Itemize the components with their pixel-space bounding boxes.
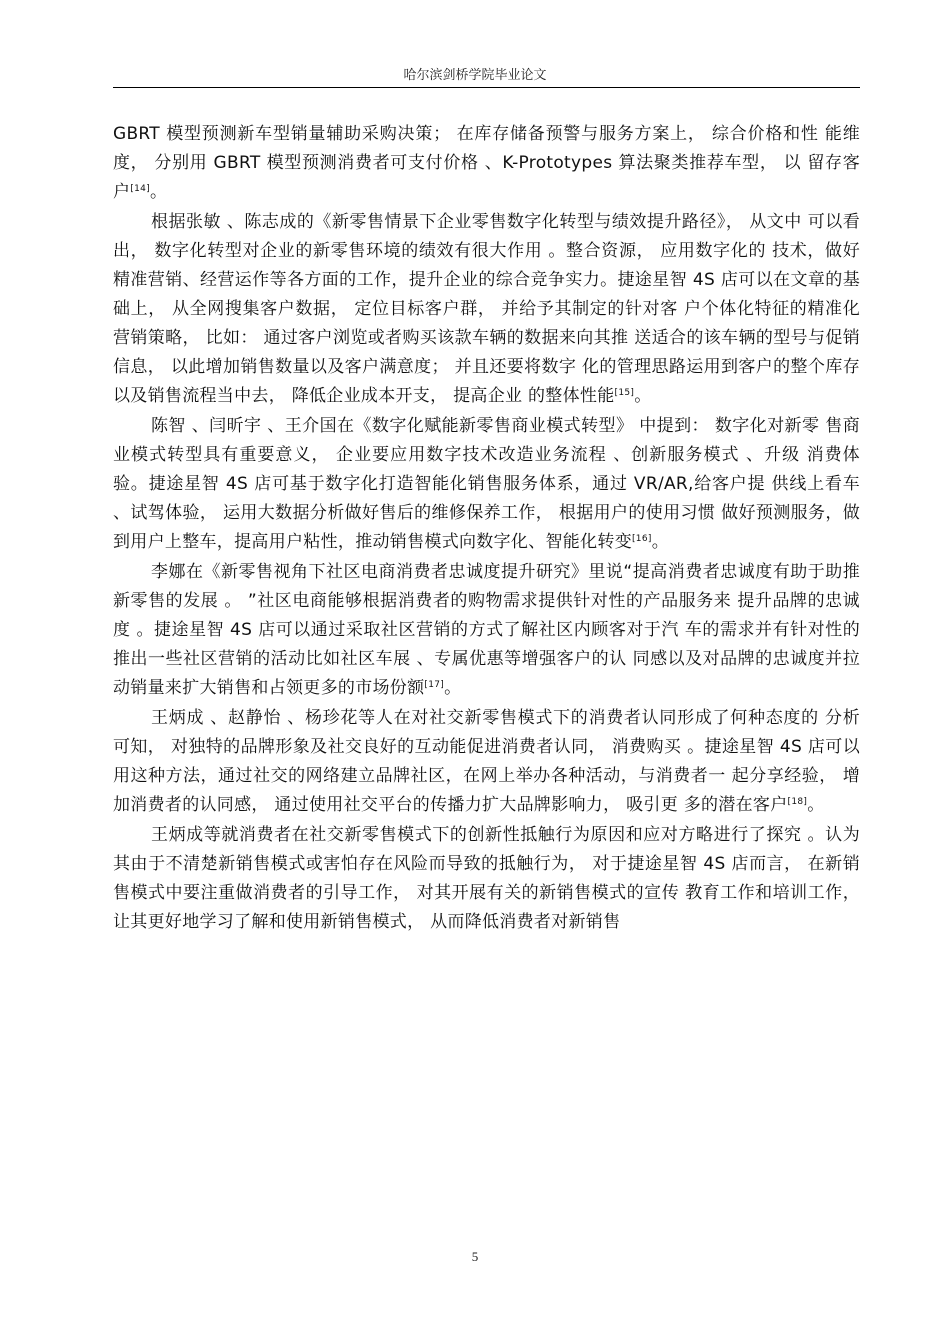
body-text bbox=[113, 120, 860, 938]
paragraph-4: 李娜在《新零售视角下社区电商消费者忠诚度提升研究》里说“提高消费者忠诚度有助于助推新零售的发展 。 ”社区电商能够根据消费者的购物需求提供针对性的产品服务来 提升品牌的忠诚度 。捷途星智 4S 店可以通过采取社区营销的方式了解社区内顾客对于汽 车的需求并有针对性的推出一些社区营销的活动比如社区车展 、专属优惠等增强客户的认 同感以及对品牌的忠诚度并拉动销量来扩大销售和占领更多的市场份额[17]。 bbox=[113, 562, 860, 698]
page-header-title: 哈尔滨剑桥学院毕业论文 bbox=[403, 68, 547, 83]
paragraph-5: 王炳成 、赵静怡 、杨珍花等人在对社交新零售模式下的消费者认同形成了何种态度的 分析可知， 对独特的品牌形象及社交良好的互动能促进消费者认同， 消费购买 。捷途星智 4S 店可以用这种方法，通过社交的网络建立品牌社区，在网上举办各种活动，与消费者一 起分享经验， 增加消费者的认同感， 通过使用社交平台的传播力扩大品牌影响力， 吸引更 多的潜在客户[18]。 bbox=[113, 708, 860, 815]
header-rule bbox=[113, 87, 860, 88]
citation-16: [16] bbox=[632, 534, 652, 544]
citation-17: [17] bbox=[424, 680, 445, 690]
citation-18: [18] bbox=[787, 797, 808, 807]
paragraph-6: 王炳成等就消费者在社交新零售模式下的创新性抵触行为原因和应对方略进行了探究 。认为其由于不清楚新销售模式或害怕存在风险而导致的抵触行为， 对于捷途星智 4S 店而言， 在新销售模式中要注重做消费者的引导工作， 对其开展有关的新销售模式的宣传 教育工作和培训工作， 让其更好地学习了解和使用新销售模式， 从而降低消费者对新销售 bbox=[113, 825, 860, 932]
citation-14: [14] bbox=[130, 184, 150, 194]
page-number: 5 bbox=[471, 1249, 479, 1264]
paragraph-2: 根据张敏 、陈志成的《新零售情景下企业零售数字化转型与绩效提升路径》， 从文中 可以看出， 数字化转型对企业的新零售环境的绩效有很大作用 。整合资源， 应用数字化的 技术，做好精准营销、经营运作等各方面的工作，提升企业的综合竞争实力。捷途星智 4S 店可以在文章的基础上， 从全网搜集客户数据， 定位目标客户群， 并给予其制定的针对客 户个体化特征的精准化营销策略， 比如： 通过客户浏览或者购买该款车辆的数据来向其推 送适合的该车辆的型号与促销信息， 以此增加销售数量以及客户满意度； 并且还要将数字 化的管理思路运用到客户的整个库存以及销售流程当中去， 降低企业成本开支， 提高企业 的整体性能[15]。 bbox=[113, 212, 860, 406]
paragraph-1: GBRT 模型预测新车型销量辅助采购决策； 在库存储备预警与服务方案上， 综合价格和性 能维度， 分别用 GBRT 模型预测消费者可支付价格 、K-Prototypes 算法聚类推荐车型， 以 留存客户[14]。 bbox=[113, 124, 860, 202]
paragraph-3: 陈智 、闫昕宇 、王介国在《数字化赋能新零售商业模式转型》 中提到： 数字化对新零 售商业模式转型具有重要意义， 企业要应用数字技术改造业务流程 、创新服务模式 、升级 消费体验。捷途星智 4S 店可基于数字化打造智能化销售服务体系，通过 VR/AR,给客户提 供线上看车 、试驾体验， 运用大数据分析做好售后的维修保养工作， 根据用户的使用习惯 做好预测服务，做到用户上整车，提高用户粘性，推动销售模式向数字化、智能化转变[16]。 bbox=[113, 416, 860, 552]
citation-15: [15] bbox=[614, 388, 635, 398]
